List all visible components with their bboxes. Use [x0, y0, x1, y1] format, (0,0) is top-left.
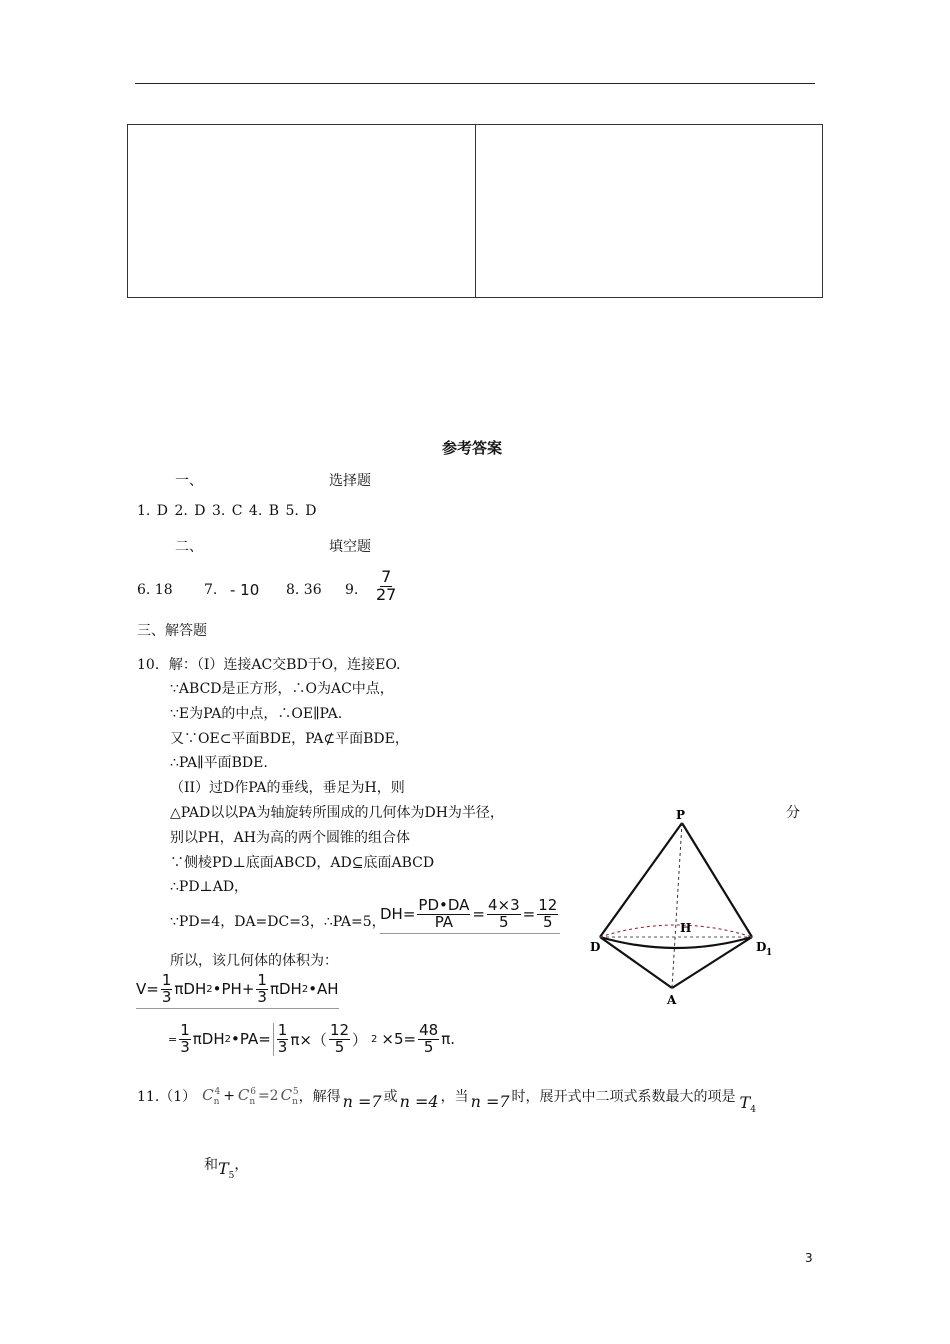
q11-or: 或 [383, 1089, 398, 1105]
vol-sq-2: 2 [301, 983, 309, 995]
q10-line5: ∴PA∥平面BDE. [170, 755, 268, 771]
q10-line4: 又∵OE⊂平面BDE，PA⊄平面BDE， [170, 731, 409, 747]
table-cell-right [475, 125, 823, 297]
c-n-6 [238, 1086, 256, 1107]
edge-pd [600, 823, 682, 937]
c-sub-3: n [292, 1096, 298, 1107]
c-n-5 [281, 1086, 299, 1107]
q10-line10: ∴PD⊥AD， [170, 879, 249, 895]
vol2-times: π×（ [290, 1030, 327, 1049]
t4-symbol: T [739, 1093, 751, 1112]
vol2-end: π. [441, 1030, 456, 1049]
fraction-denominator: 27 [376, 584, 397, 604]
edge-pd1 [682, 823, 752, 937]
vol2-pa: •PA= [231, 1030, 271, 1049]
vol2-pi-dh: πDH [192, 1030, 225, 1049]
fill-answer-6: 6. 18 [137, 582, 173, 598]
vol-frac1-den: 3 [161, 987, 172, 1006]
fill-answer-9-label: 9. [345, 582, 359, 598]
section2-number: 二、 [175, 539, 203, 555]
q10-line12: 所以，该几何体的体积为： [170, 953, 338, 969]
c-n-4 [202, 1086, 220, 1107]
vol-frac2-den: 3 [257, 987, 267, 1006]
answer-title: 参考答案 [442, 439, 503, 457]
label-d1-sub: 1 [766, 948, 773, 958]
q11-n7a: n =7 [342, 1091, 382, 1111]
dh-den2: 5 [499, 912, 509, 931]
section2-name: 填空题 [329, 539, 371, 555]
vol-ah: •AH [308, 980, 339, 999]
vol-lhs: V= [136, 980, 159, 999]
vol-frac2-num: 1 [257, 971, 267, 989]
c-sub-2: n [249, 1096, 256, 1107]
c-symbol-2: C [237, 1085, 250, 1104]
c-symbol-1: C [202, 1085, 214, 1104]
t5-sub: 5 [228, 1171, 235, 1181]
label-p: P [676, 808, 686, 822]
q11-n4: n =4 [399, 1091, 439, 1111]
vol2-sq-2: 2 [371, 1033, 378, 1045]
q11-n7b: n =7 [470, 1091, 510, 1111]
vol-frac1-num: 1 [161, 971, 172, 989]
base-front-arc [600, 937, 752, 948]
t5-symbol: T [218, 1159, 229, 1178]
vol-sq-1: 2 [206, 983, 213, 995]
fill-answer-8: 8. 36 [286, 582, 322, 598]
dh-den1: PA [434, 912, 454, 931]
dh-num1: PD•DA [418, 896, 470, 914]
dh-num3: 12 [538, 896, 558, 914]
double-cone-figure [580, 805, 785, 1010]
c-sup-2: 6 [250, 1086, 256, 1097]
dh-den3: 5 [542, 912, 553, 931]
fill-answer-7-value: - 10 [230, 581, 260, 599]
vol2-frac3-den: 5 [334, 1037, 345, 1056]
vol2-frac3-num: 12 [329, 1021, 350, 1039]
label-d: D [590, 940, 601, 954]
t5-term [218, 1159, 234, 1181]
q10-line11: ∵PD=4，DA=DC=3，∴PA=5， [170, 914, 386, 930]
dh-formula [380, 898, 560, 934]
q10-line2: ∵ABCD是正方形，∴O为AC中点， [170, 681, 394, 697]
vol2-frac4-num: 48 [419, 1021, 439, 1039]
vol-ph: •PH+ [212, 980, 255, 999]
q10-line8: 别以PH，AH为高的两个圆锥的组合体 [170, 830, 410, 846]
vol2-close: ） [352, 1030, 368, 1049]
label-a: A [667, 993, 677, 1007]
c-sub-1: n [213, 1096, 220, 1107]
vol2-frac1-den: 3 [180, 1037, 190, 1056]
dh-eq2: = [522, 905, 536, 924]
empty-answer-table [127, 124, 823, 298]
t4-sub: 4 [750, 1105, 756, 1115]
section1-name: 选择题 [329, 473, 371, 489]
q10-line9: ∵侧棱PD⊥底面ABCD，AD⊆底面ABCD [170, 855, 435, 871]
fill-answer-9-fraction [373, 569, 399, 604]
dh-lhs: DH= [380, 905, 416, 924]
section3-title: 三、解答题 [137, 623, 207, 639]
section1-number: 一、 [175, 473, 203, 489]
q11-comma: ， [234, 1157, 249, 1173]
vol2-frac2-den: 3 [277, 1037, 288, 1056]
dh-num2: 4×3 [487, 896, 520, 914]
q11-solve: ，解得 [298, 1089, 341, 1105]
table-cell-left [128, 125, 475, 297]
q11-line2 [204, 1153, 249, 1181]
volume-formula-1 [136, 973, 339, 1009]
c-sup-1: 4 [214, 1086, 221, 1097]
fraction-numerator: 7 [381, 567, 392, 586]
volume-formula-2 [168, 1023, 455, 1056]
fill-answer-7-label: 7. [204, 582, 218, 598]
page-number: 3 [805, 1251, 813, 1265]
q10-line6: （II）过D作PA的垂线，垂足为H，则 [170, 780, 405, 796]
vol2-x5: ×5= [381, 1030, 417, 1049]
vol-pi-dh-2: πDH [269, 980, 302, 999]
vol-pi-dh-1: πDH [174, 980, 207, 999]
q11-text-end: 时，展开式中二项式系数最大的项是 [511, 1089, 736, 1105]
dh-eq1: = [472, 905, 485, 924]
c-sup-3: 5 [292, 1086, 299, 1097]
q10-line7: △PAD以以PA为轴旋转所围成的几何体为DH为半径， [170, 805, 504, 821]
label-h: H [680, 921, 692, 935]
q11-label: 11.（1） [137, 1089, 197, 1105]
q11-line1 [137, 1085, 756, 1115]
mc-answers: 1. D 2. D 3. C 4. B 5. D [137, 503, 317, 519]
q11-plus: + [223, 1088, 235, 1104]
q10-line3: ∵E为PA的中点，∴OE∥PA. [170, 706, 343, 722]
q11-and: 和 [204, 1157, 218, 1173]
q11-when: ，当 [440, 1089, 469, 1105]
vol2-eq: = [168, 1032, 178, 1046]
vol2-frac4-den: 5 [423, 1037, 434, 1056]
axis-pa [672, 823, 682, 988]
vol2-sq-1: 2 [224, 1033, 232, 1045]
label-d1: D [756, 940, 767, 954]
t4-term [740, 1093, 756, 1115]
q10-line7-tail: 分 [786, 805, 800, 821]
vol2-frac1-num: 1 [180, 1021, 190, 1039]
vol2-frac2-num: 1 [277, 1021, 288, 1039]
c-symbol-3: C [280, 1085, 293, 1104]
q10-line1: 10．解：（I）连接AC交BD于O，连接EO. [137, 657, 401, 673]
header-rule [135, 83, 815, 84]
q11-eq2: =2 [257, 1088, 279, 1104]
